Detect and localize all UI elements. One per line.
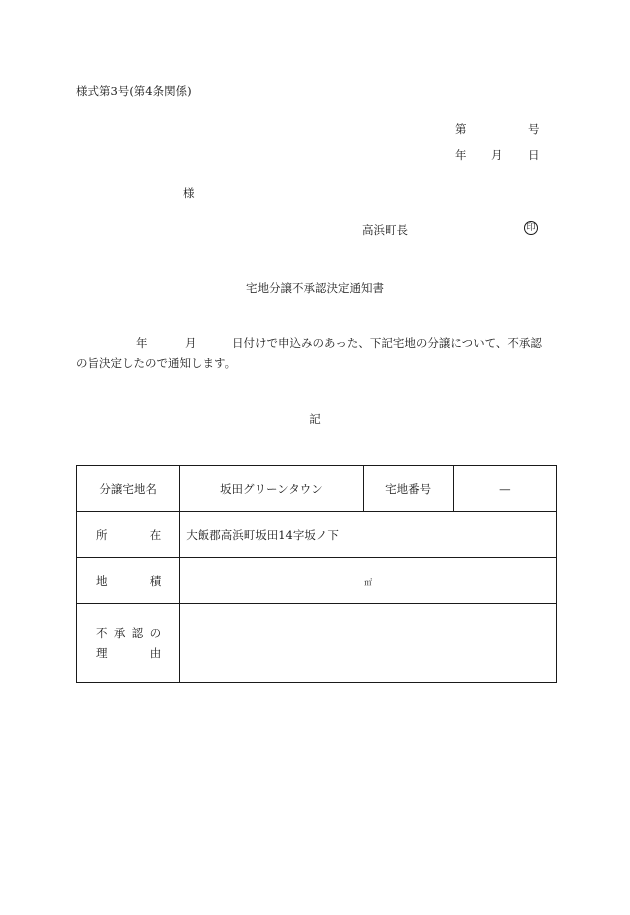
lot-name-value: 坂田グリーンタウン [180,466,363,512]
body-month-label: 月 [185,336,197,350]
lot-number-value: — [453,466,556,512]
form-number: 様式第3号(第4条関係) [76,84,192,98]
location-label-b: 在 [149,527,162,542]
lot-name-label: 分譲宅地名 [77,466,180,512]
date-day-label: 日 [528,148,540,162]
location-label [77,512,180,558]
doc-number-prefix: 第 [455,122,467,136]
area-label-b: 積 [149,573,162,588]
date-year-label: 年 [455,148,467,162]
reason-label-char: 承 [113,626,126,640]
location-label-a: 所 [96,527,108,542]
area-label-a: 地 [96,573,108,588]
area-value [180,558,557,604]
date-month-label: 月 [491,148,503,162]
reason-label-char: 理 [96,646,108,660]
lot-number-label: 宅地番号 [363,466,453,512]
issuer-title: 高浜町長 [362,223,408,237]
location-value: 大飯郡高浜町坂田14字坂ノ下 [180,512,557,558]
body-text-line1: 日付けで申込みのあった、下記宅地の分譲について、不承認 [232,336,542,350]
document-title: 宅地分譲不承認決定通知書 [246,281,384,295]
reason-label-char: 由 [149,646,162,660]
area-label [77,558,180,604]
table-row [77,512,557,558]
addressee-suffix: 様 [183,186,195,200]
reason-label-char: 不 [96,626,108,640]
body-year-label: 年 [136,336,148,350]
reason-label [77,604,180,683]
reason-value [180,604,557,683]
area-unit: ㎡ [364,577,373,587]
seal-mark: 印 [524,221,538,235]
table-row [77,604,557,683]
table-row [77,558,557,604]
ki-heading: 記 [309,412,321,426]
detail-table [76,465,557,683]
body-text-line2: の旨決定したので通知します。 [76,356,237,370]
reason-label-char: の [149,626,162,640]
reason-label-char: 認 [131,626,144,640]
doc-number-suffix: 号 [528,122,540,136]
table-row [77,466,557,512]
